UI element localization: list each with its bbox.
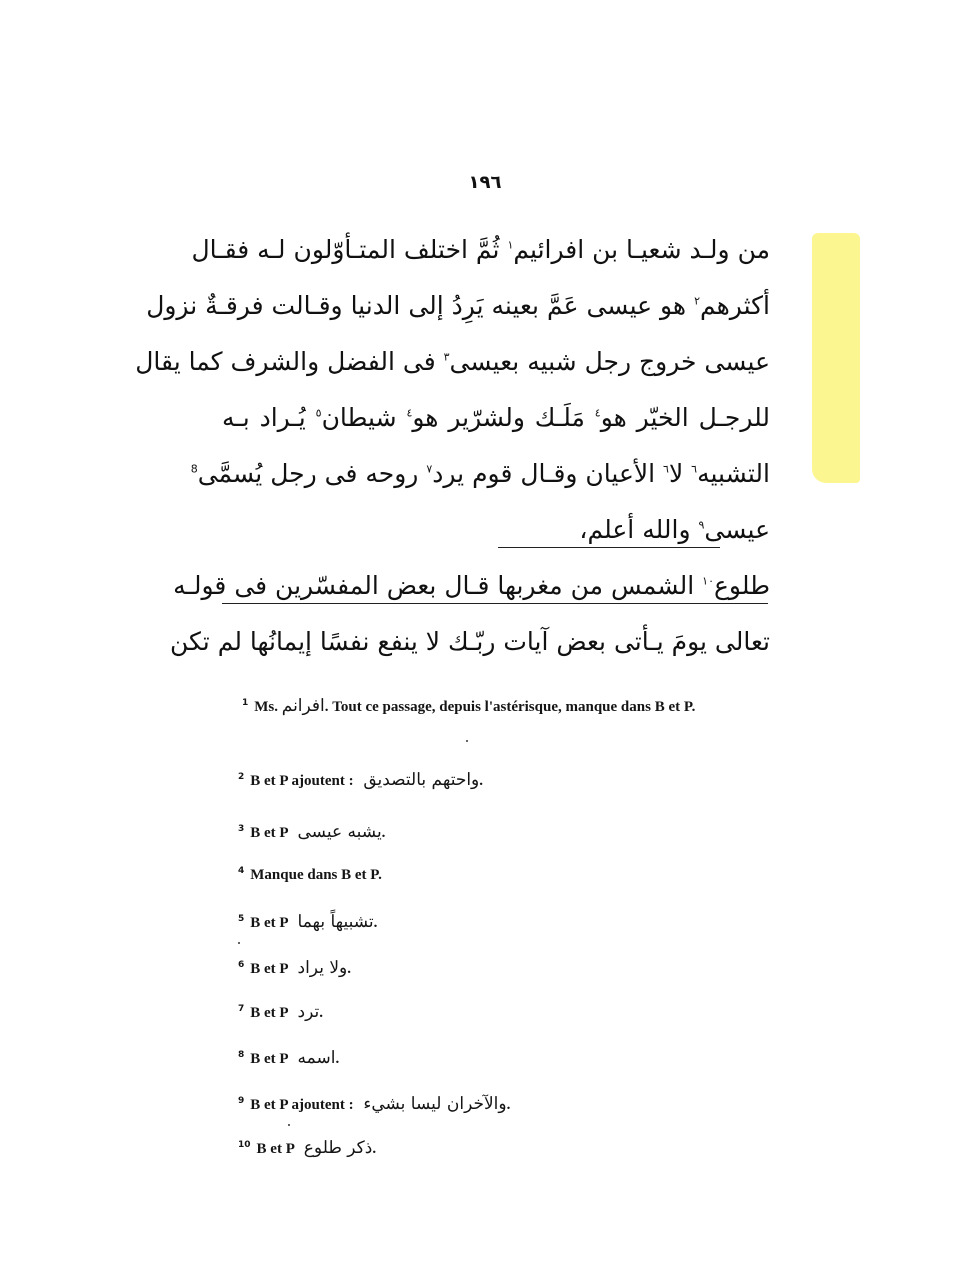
line-text: تعالى يومَ يـأتى بعض آيات ربّـك لا ينفع نفسًا إيمانُها لم تكن [169, 627, 770, 656]
footnote-suffix: . [479, 773, 484, 789]
line-text: عيسى [704, 515, 770, 544]
footnote-number: 1 [242, 698, 249, 708]
footnote-text: . Tout ce passage, depuis l'astérisque, manque dans B et P. [324, 699, 696, 715]
line-text: الشمس من مغربها قـال بعض المفسّرين فى قولـه [173, 571, 695, 600]
footnote-arabic: ولا يراد [297, 958, 348, 978]
footnote-number: 7 [238, 1004, 245, 1014]
footnote-ref: ٧ [426, 462, 433, 476]
footnote-number: 8 [238, 1050, 245, 1060]
footnote-arabic: تشبيهاً بهما [297, 912, 374, 932]
footnote-prefix: B et P ajoutent : [250, 773, 354, 789]
footnote-ref: 8 [190, 462, 198, 476]
line-text: شيطان [321, 403, 397, 432]
line-text: للرجـل الخيّر هو [600, 403, 771, 432]
footnote-number: 9 [238, 1096, 245, 1106]
line-text: مَلَـك ولشرّير هو [412, 403, 585, 432]
footnote-10 [238, 1138, 376, 1158]
line-text: لا [668, 459, 684, 488]
footnote-prefix: B et P ajoutent : [250, 1097, 354, 1113]
footnote-ref: ١ [507, 238, 514, 252]
footnote-arabic: افرانم [281, 696, 325, 716]
footnote-prefix: B et P [250, 961, 288, 977]
footnote-prefix: B et P [250, 825, 288, 841]
footnote-suffix: . [381, 825, 386, 841]
footnote-prefix: B et P [250, 1005, 288, 1021]
section-divider-short [498, 547, 720, 548]
line-text: هو عيسى عَمَّ بعينه يَرِدُ إلى الدنيا وقـالت فرقـةٌ نزول [146, 291, 687, 320]
body-line-4 [222, 390, 770, 446]
scan-speck [288, 1124, 290, 1126]
footnote-ref: ٤ [406, 406, 413, 420]
footnote-prefix: B et P [250, 915, 288, 931]
footnote-arabic: اسمه [297, 1048, 336, 1068]
line-text: الأعيان وقـال قوم يرد [432, 459, 656, 488]
footnote-suffix: . [372, 1141, 377, 1157]
footnote-number: 3 [238, 824, 245, 834]
line-text: ثُمَّ اختلف المتـأوّلون لـه فقـال [191, 235, 500, 264]
body-line-3 [135, 334, 770, 390]
footnote-arabic: يشبه عيسى [297, 822, 382, 842]
footnote-6 [238, 958, 351, 978]
footnote-suffix: . [335, 1051, 340, 1067]
line-text: التشبيه [697, 459, 770, 488]
footnote-number: 4 [238, 866, 245, 876]
footnote-arabic: والآخران ليسا بشيء [363, 1094, 507, 1114]
scan-speck [466, 740, 468, 742]
footnote-number: 2 [238, 772, 245, 782]
body-line-6 [222, 502, 770, 558]
footnote-ref: ١٠ [702, 574, 714, 588]
footnote-3 [238, 822, 385, 842]
scan-speck [238, 942, 240, 944]
footnote-prefix: B et P [250, 1051, 288, 1067]
footnote-text: Manque dans B et P. [250, 867, 382, 883]
footnote-number: 5 [238, 914, 245, 924]
footnote-4 [238, 866, 382, 884]
footnote-suffix: . [373, 915, 378, 931]
line-text: فى الفضل والشرف كما يقال [135, 347, 436, 376]
footnotes [222, 688, 770, 1158]
body-line-5 [190, 446, 770, 502]
section-divider-long [222, 603, 768, 604]
body-line-2 [146, 278, 770, 334]
line-text: يُـراد بـه [222, 403, 306, 432]
footnote-number: 6 [238, 960, 245, 970]
footnote-ref: ٤ [594, 406, 601, 420]
footnote-1 [222, 688, 770, 722]
footnote-7 [238, 1002, 323, 1022]
line-text: أكثرهم [699, 291, 770, 320]
line-text: من ولـد شعيـا بن افرائيم [513, 235, 770, 264]
footnote-suffix: . [347, 961, 351, 977]
line-text: والله أعلم، [579, 515, 691, 544]
highlighter-mark [812, 233, 860, 483]
footnote-arabic: واحتهم بالتصديق [363, 770, 480, 790]
line-text: روحه فى رجل يُسمَّى [197, 459, 419, 488]
body-line-1 [191, 222, 770, 278]
body-line-8 [169, 614, 770, 670]
footnote-number: 10 [238, 1140, 251, 1150]
footnote-ref: ٥ [315, 406, 322, 420]
line-text: عيسى خروج رجل شبيه بعيسى [449, 347, 770, 376]
footnote-5 [238, 912, 377, 932]
footnote-8 [238, 1048, 339, 1068]
footnote-prefix: B et P [256, 1141, 295, 1157]
footnote-arabic: ترد [297, 1002, 320, 1022]
footnote-suffix: . [319, 1005, 323, 1021]
footnote-ref: ٢ [694, 294, 700, 308]
footnote-suffix: . [506, 1097, 511, 1113]
footnote-ref: ٩ [698, 518, 705, 532]
footnote-9 [238, 1094, 510, 1114]
body-line-7-section-heading [173, 558, 770, 614]
line-text: طلوع [713, 571, 770, 600]
page-number: ١٩٦ [468, 172, 502, 193]
footnote-ref: ٦ [691, 462, 698, 476]
footnote-arabic: ذكر طلوع [303, 1138, 373, 1158]
footnote-ref: ٦ [663, 462, 669, 476]
footnote-ref: ٣ [443, 350, 450, 364]
footnote-2 [238, 770, 483, 790]
footnote-prefix: Ms. [254, 699, 279, 715]
